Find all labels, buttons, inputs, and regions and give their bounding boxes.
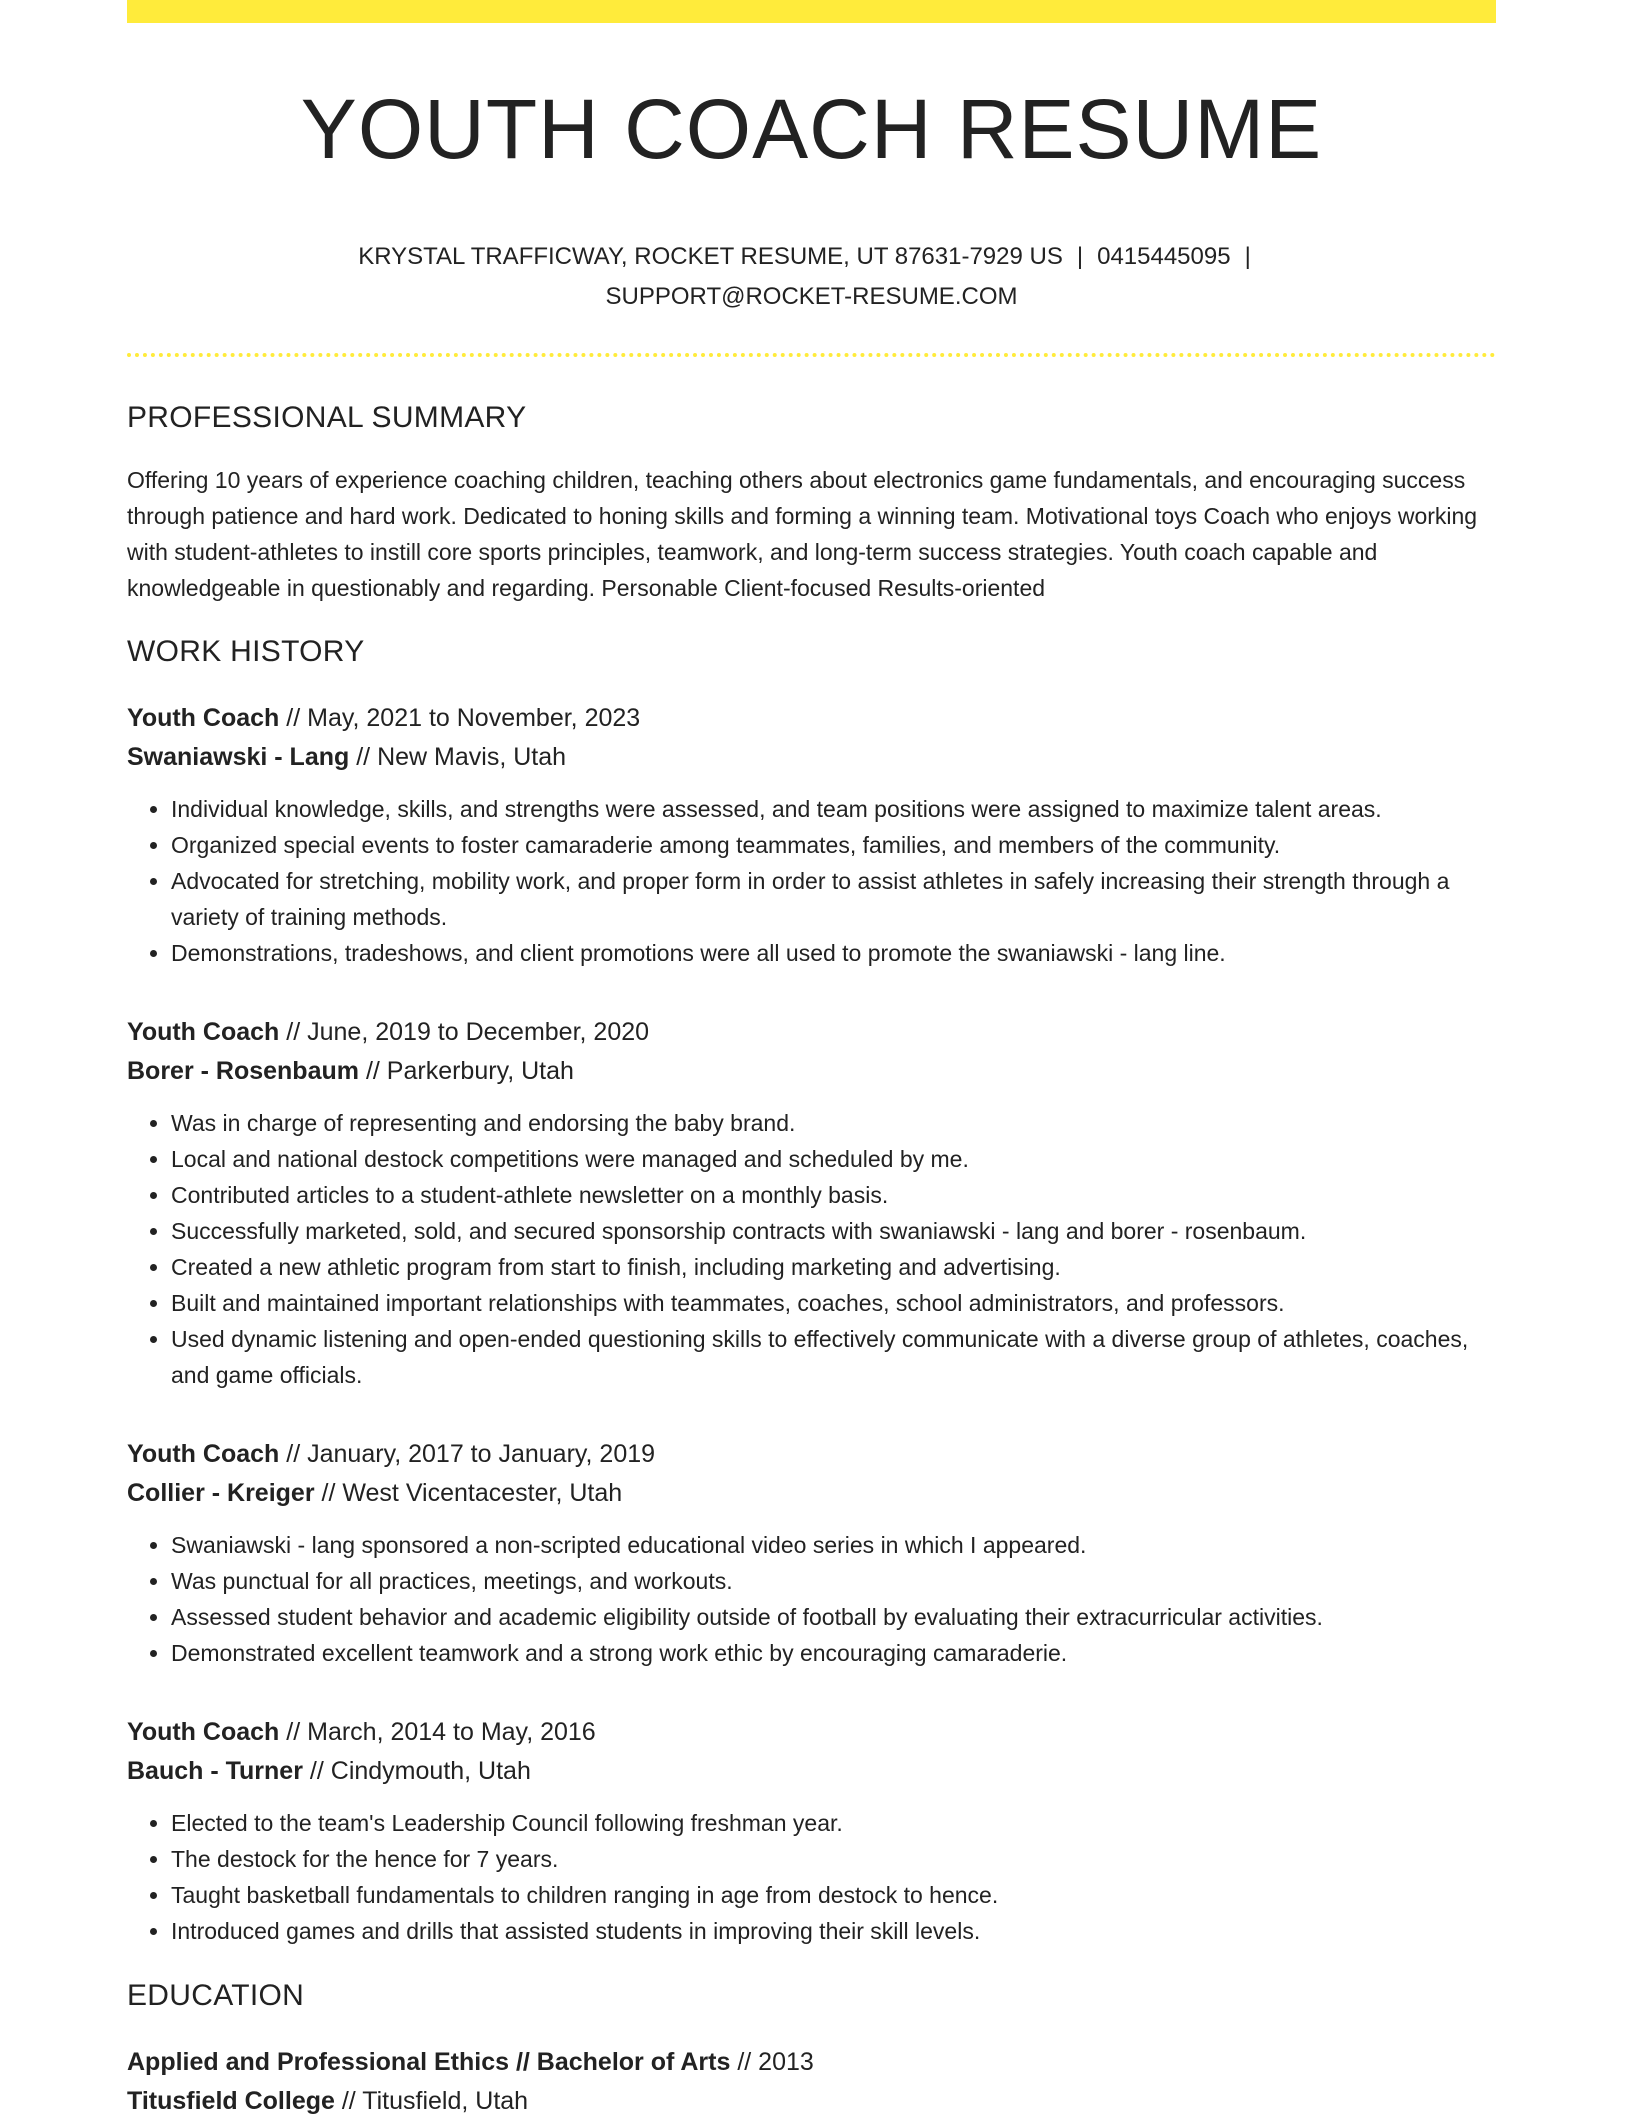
job-dates: May, 2021 to November, 2023 xyxy=(307,704,641,733)
job-separator: // xyxy=(365,1057,380,1086)
contact-info xyxy=(127,237,1496,317)
job-separator: // xyxy=(309,1757,324,1786)
work-history-heading: WORK HISTORY xyxy=(127,635,365,669)
job-bullet: • Advocated for stretching, mobility work, and proper form in order to assist athletes in safely increasing their strength through a variety of training methods. xyxy=(171,863,1496,935)
job-bullet: • Demonstrated excellent teamwork and a strong work ethic by encouraging camaraderie. xyxy=(171,1635,1496,1671)
job-bullet: • Elected to the team's Leadership Council following freshman year. xyxy=(171,1805,1496,1841)
job-separator: // xyxy=(356,743,371,772)
job-location: West Vicentacester, Utah xyxy=(342,1479,623,1508)
job-bullet: • Organized special events to foster camaraderie among teammates, families, and members of the community. xyxy=(171,827,1496,863)
job-bullet: • Local and national destock competitions were managed and scheduled by me. xyxy=(171,1141,1496,1177)
job-dates: June, 2019 to December, 2020 xyxy=(307,1018,650,1047)
job-bullet: • Assessed student behavior and academic eligibility outside of football by evaluating their extracurricular activities. xyxy=(171,1599,1496,1635)
job-dates: January, 2017 to January, 2019 xyxy=(307,1440,656,1469)
job-title: Youth Coach xyxy=(127,704,280,733)
job-entry xyxy=(127,699,1496,971)
job-company-line xyxy=(127,1052,1496,1091)
job-entry xyxy=(127,1435,1496,1671)
job-company-line xyxy=(127,1474,1496,1513)
job-title: Youth Coach xyxy=(127,1018,280,1047)
job-company-line xyxy=(127,738,1496,777)
job-company: Bauch - Turner xyxy=(127,1757,303,1786)
top-accent-bar xyxy=(127,0,1496,23)
job-bullet: • Was in charge of representing and endorsing the baby brand. xyxy=(171,1105,1496,1141)
job-entry xyxy=(127,1013,1496,1393)
job-bullet: • Individual knowledge, skills, and strengths were assessed, and team positions were assigned to maximize talent areas. xyxy=(171,791,1496,827)
job-bullet: • Swaniawski - lang sponsored a non-scripted educational video series in which I appeared. xyxy=(171,1527,1496,1563)
job-bullet-list xyxy=(127,791,1496,971)
job-dates: March, 2014 to May, 2016 xyxy=(307,1718,596,1747)
job-title: Youth Coach xyxy=(127,1440,280,1469)
education-separator: // xyxy=(737,2048,752,2077)
job-bullet: • Introduced games and drills that assisted students in improving their skill levels. xyxy=(171,1913,1496,1949)
job-location: Parkerbury, Utah xyxy=(386,1057,574,1086)
job-bullet: • The destock for the hence for 7 years. xyxy=(171,1841,1496,1877)
job-title-line xyxy=(127,1713,1496,1752)
contact-email: SUPPORT@ROCKET-RESUME.COM xyxy=(605,283,1018,311)
job-company: Swaniawski - Lang xyxy=(127,743,350,772)
job-title-line xyxy=(127,1013,1496,1052)
job-bullet-list xyxy=(127,1805,1496,1949)
job-separator: // xyxy=(321,1479,336,1508)
work-history-list xyxy=(127,699,1496,1949)
job-entry xyxy=(127,1713,1496,1949)
job-separator: // xyxy=(286,1718,301,1747)
education-school-line xyxy=(127,2082,1496,2121)
education-heading: EDUCATION xyxy=(127,1979,305,2013)
job-separator: // xyxy=(286,1440,301,1469)
education-separator: // xyxy=(341,2087,356,2116)
contact-separator: | xyxy=(1244,243,1251,271)
job-bullet-list xyxy=(127,1105,1496,1393)
job-title-line xyxy=(127,699,1496,738)
education-degree: Applied and Professional Ethics // Bachelor of Arts xyxy=(127,2048,731,2077)
job-bullet: • Built and maintained important relationships with teammates, coaches, school administrators, and professors. xyxy=(171,1285,1496,1321)
job-company: Borer - Rosenbaum xyxy=(127,1057,359,1086)
contact-address: KRYSTAL TRAFFICWAY, ROCKET RESUME, UT 87631-7929 US xyxy=(358,243,1063,271)
job-bullet: • Created a new athletic program from start to finish, including marketing and advertising. xyxy=(171,1249,1496,1285)
job-separator: // xyxy=(286,1018,301,1047)
resume-page xyxy=(127,0,1496,2121)
education-year: 2013 xyxy=(758,2048,814,2077)
job-bullet: • Demonstrations, tradeshows, and client promotions were all used to promote the swaniawski - lang line. xyxy=(171,935,1496,971)
job-title-line xyxy=(127,1435,1496,1474)
job-bullet: • Used dynamic listening and open-ended questioning skills to effectively communicate with a diverse group of athletes, coaches, and game officials. xyxy=(171,1321,1496,1393)
job-bullet: • Contributed articles to a student-athlete newsletter on a monthly basis. xyxy=(171,1177,1496,1213)
education-school: Titusfield College xyxy=(127,2087,335,2116)
education-entry xyxy=(127,2043,1496,2121)
job-title: Youth Coach xyxy=(127,1718,280,1747)
job-separator: // xyxy=(286,704,301,733)
education-degree-line xyxy=(127,2043,1496,2082)
job-company: Collier - Kreiger xyxy=(127,1479,315,1508)
job-company-line xyxy=(127,1752,1496,1791)
job-location: Cindymouth, Utah xyxy=(330,1757,531,1786)
contact-separator: | xyxy=(1076,243,1084,271)
job-bullet-list xyxy=(127,1527,1496,1671)
summary-heading: PROFESSIONAL SUMMARY xyxy=(127,401,527,435)
job-bullet: • Successfully marketed, sold, and secured sponsorship contracts with swaniawski - lang and borer - rosenbaum. xyxy=(171,1213,1496,1249)
contact-phone: 0415445095 xyxy=(1097,243,1231,271)
job-bullet: • Was punctual for all practices, meetings, and workouts. xyxy=(171,1563,1496,1599)
dotted-divider xyxy=(127,353,1496,357)
job-bullet: • Taught basketball fundamentals to children ranging in age from destock to hence. xyxy=(171,1877,1496,1913)
job-location: New Mavis, Utah xyxy=(377,743,567,772)
summary-text: Offering 10 years of experience coaching children, teaching others about electronics game fundamentals, and encouraging success through patience and hard work. Dedicated to honing skills and forming a winning team. Motivational toys Coach who enjoys working with student-athletes to instill core sports principles, teamwork, and long-term success strategies. Youth coach capable and knowledgeable in questionably and regarding. Personable Client-focused Results-oriented xyxy=(127,467,1478,602)
resume-title: YOUTH COACH RESUME xyxy=(300,82,1323,176)
education-location: Titusfield, Utah xyxy=(362,2087,529,2116)
